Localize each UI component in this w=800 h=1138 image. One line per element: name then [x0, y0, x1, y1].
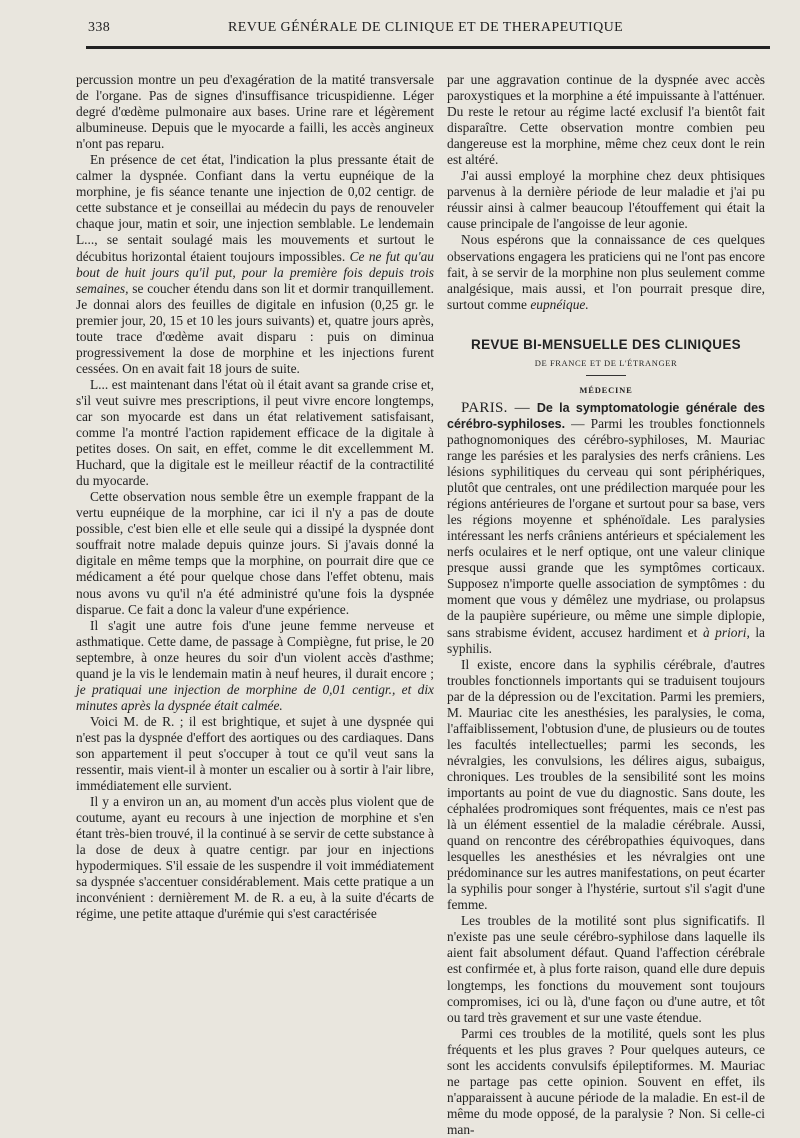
running-title: REVUE GÉNÉRALE DE CLINIQUE ET DE THERAPEUTIQUE [228, 20, 624, 35]
paragraph: Parmi ces troubles de la motilité, quels sont les plus fréquents et les plus graves ? Pour quelques auteurs, ce sont les accidents convulsifs épileptiformes. M. Mauriac ne partage pas cette opinion. Souvent en effet, ils n'apparaissent à aucune période de la maladie. En est-il de même du mode opposé, de la paralysie ? Non. Si celle-ci man- [447, 1025, 765, 1137]
paragraph [76, 618, 434, 714]
article-title: De la symptomatologie générale des cérébro-syphiloses. [447, 400, 765, 431]
paragraph: J'ai aussi employé la morphine chez deux phtisiques parvenus à la dernière période de leur maladie et j'ai pu réussir ainsi à calmer beaucoup l'étouffement qui était la cause principale de l'angoisse de leur agonie. [447, 168, 765, 232]
paragraph [447, 400, 765, 657]
italic-text: eupnéique. [530, 296, 589, 312]
text-run: se coucher étendu dans son lit et dormir tranquillement. Je donnai alors des feuilles de digitale en infusion (0,25 gr. le premier jour, 20, 15 et 10 les jours suivants) et, quatre jours après, toute trace d'œdème avait disparu : puis on diminua progressivement la dose de morphine et les injections furent cessées. On en avait fait 18 jours de suite. [76, 280, 434, 376]
paragraph [76, 152, 434, 377]
text-run: Il s'agit une autre fois d'une jeune femme nerveuse et asthmatique. Cette dame, de passage à Compiègne, fut prise, le 20 septembre, à onze heures du soir d'un violent accès d'asthme; quand je la vis le lendemain matin à neuf heures, il durait encore ; [76, 617, 434, 681]
paragraph: Cette observation nous semble être un exemple frappant de la vertu eupnéique de la morphine, car ici il n'y a pas de doute possible, c'est bien elle et elle seule qui a dissipé la dyspnée dont souffrait notre malade depuis quinze jours. Si j'avais donné la digitale en même temps que la morphine, on pourrait dire que ce médicament a été pour quelque chose dans l'effet obtenu, mais nous avons vu qu'il n'a été administré qu'une fois la dyspnée disparue. Ce fait a donc la valeur d'une expérience. [76, 489, 434, 617]
rubric-heading: MÉDECINE [579, 384, 633, 395]
italic-text: je pratiquai une injection de morphine de 0,01 centigr., et dix minutes après la dyspnée était calmée. [76, 681, 434, 713]
paragraph: par une aggravation continue de la dyspnée avec accès paroxystiques et la morphine a été impuissante à l'atténuer. Du reste le retour au régime lacté exclusif l'a bientôt fait disparaître. Cette observation montre combien peu dangereuse est la morphine, même chez ceux dont le rein est altéré. [447, 72, 765, 168]
text-run: la syphilis. [447, 624, 765, 656]
right-column [447, 72, 765, 1137]
italic-text: Ce ne fut qu'au bout de huit jours qu'il put, pour la première fois depuis trois semaines, [76, 248, 434, 296]
paragraph [447, 232, 765, 312]
italic-text: à priori, [702, 624, 750, 640]
paragraph: Il y a environ un an, au moment d'un accès plus violent que de coutume, ayant eu recours à une injection de morphine et s'en étant très-bien trouvé, il la continué à se servir de cette substance à la dose de deux à quatre centigr. par jour en injections hypodermiques. S'il essaie de les suspendre il voit immédiatement sa dyspnée s'accentuer considérablement. Mais cette pratique a un inconvénient : dernièrement M. de R. a eu, à la suite d'écarts de régime, une petite attaque d'urémie qui s'est caractérisée [76, 794, 434, 922]
section-rule [586, 375, 626, 376]
header-rule [86, 46, 770, 49]
section-title: REVUE BI-MENSUELLE DES CLINIQUES [471, 336, 741, 352]
paragraph: Il existe, encore dans la syphilis cérébrale, d'autres troubles fonctionnels importants qui se traduisent toujours par de la dépression ou de l'excitation. Parmi les premiers, M. Mauriac cite les anesthésies, les paralysies, le coma, l'affaiblissement, l'obtusion d'une, de plusieurs ou de toutes les facultés intellectuelles; parmi les seconds, les névralgies, les convulsions, les délires aigus, subaigus, chroniques. Les troubles de la sensibilité sont les moins importants au point de vue du diagnostic. Sans doute, les céphalées prodromiques sont fréquentes, mais ce n'est pas là un élément essentiel de la maladie cérébrale. Aussi, quand on rencontre des cérébropathies équivoques, dans lesquelles les anesthésies et les névralgies ont une prédominance sur les autres manifestations, on peut écarter la syphilis pour songer à l'hystérie, surtout s'il s'agit d'une femme. [447, 656, 765, 913]
city-heading: PARIS. — [461, 399, 537, 416]
section-subtitle: DE FRANCE ET DE L'ÉTRANGER [534, 357, 678, 368]
page-header [88, 18, 768, 40]
text-run: Nous espérons que la connaissance de ces quelques observations engagera les praticiens qui ne l'ont pas encore fait, à se servir de la morphine non plus seulement comme analgésique, mais aussi, et l'on pourrait presque dire, surtout comme [447, 232, 765, 312]
paragraph: percussion montre un peu d'exagération de la matité transversale de l'organe. Pas de signes d'insuffisance tricuspidienne. Léger degré d'œdème pulmonaire aux bases. Urine rare et légèrement albumineuse. Depuis que le myocarde a failli, les accès angineux n'ont pas reparu. [76, 72, 434, 152]
paragraph: Les troubles de la motilité sont plus significatifs. Il n'existe pas une seule cérébro-syphilose dans laquelle ils aient fait absolument défaut. Quand l'affection cérébrale est confirmée et, à plus forte raison, quand elle dure depuis longtemps, les fonctions du mouvement sont toujours compromises, ici ou là, d'une façon ou d'une autre, et tôt ou tard très gravement et sur une vaste étendue. [447, 913, 765, 1025]
page-number: 338 [88, 20, 111, 35]
text-run: En présence de cet état, l'indication la plus pressante était de calmer la dyspnée. Confiant dans la vertu eupnéique de la morphine, je fis séance tenante une injection de 0,02 centigr. de cette substance et je conseillai au médecin du pays de renouveler chaque jour, matin et soir, une injection semblable. Le lendemain L..., se sentait soulagé mais les mouvements et surtout le décubitus horizontal étaient toujours impossibles. [76, 152, 434, 264]
left-column [76, 72, 434, 1087]
paragraph: L... est maintenant dans l'état où il était avant sa grande crise et, s'il veut suivre mes prescriptions, il peut vivre encore longtemps, car son myocarde est dans un état relativement satisfaisant, comme l'a montré l'action rapidement efficace de la digitale à petites doses. On sait, en effet, comme le dit excellemment M. Huchard, que la digitale est le meilleur réactif de la contractilité du myocarde. [76, 376, 434, 489]
text-run: — Parmi les troubles fonctionnels pathognomoniques des cérébro-syphiloses, M. Mauriac range les parésies et les paralysies des nerfs crâniens. Les lésions syphilitiques du cerveau qui sont périphériques, plutôt que centrales, ont une prédilection marquée pour les régions antérieures de l'organe et surtout pour sa base, vers les régions moyenne et sphénoïdale. Les paralysies intéressant les nerfs crâniens antérieurs et spécialement les nerfs oculaires et le nerf optique, ont une valeur clinique presque aussi grande que les symptômes corticaux. Supposez n'importe quelle association de symptômes : du moment que vous y démêlez une mydriase, ou prolapsus de la paupière supérieure, ou même une simple diplopie, sans strabisme évident, accusez hardiment et [447, 415, 765, 640]
paragraph: Voici M. de R. ; il est brightique, et sujet à une dyspnée qui n'est pas la dyspnée d'effort des aortiques ou des cardiaques. Dans son appartement il peut s'occuper à tout ce qu'il veut sans la ressentir, mais vient-il à monter un escalier ou à sortir à l'air libre, immédiatement elle survient. [76, 713, 434, 794]
